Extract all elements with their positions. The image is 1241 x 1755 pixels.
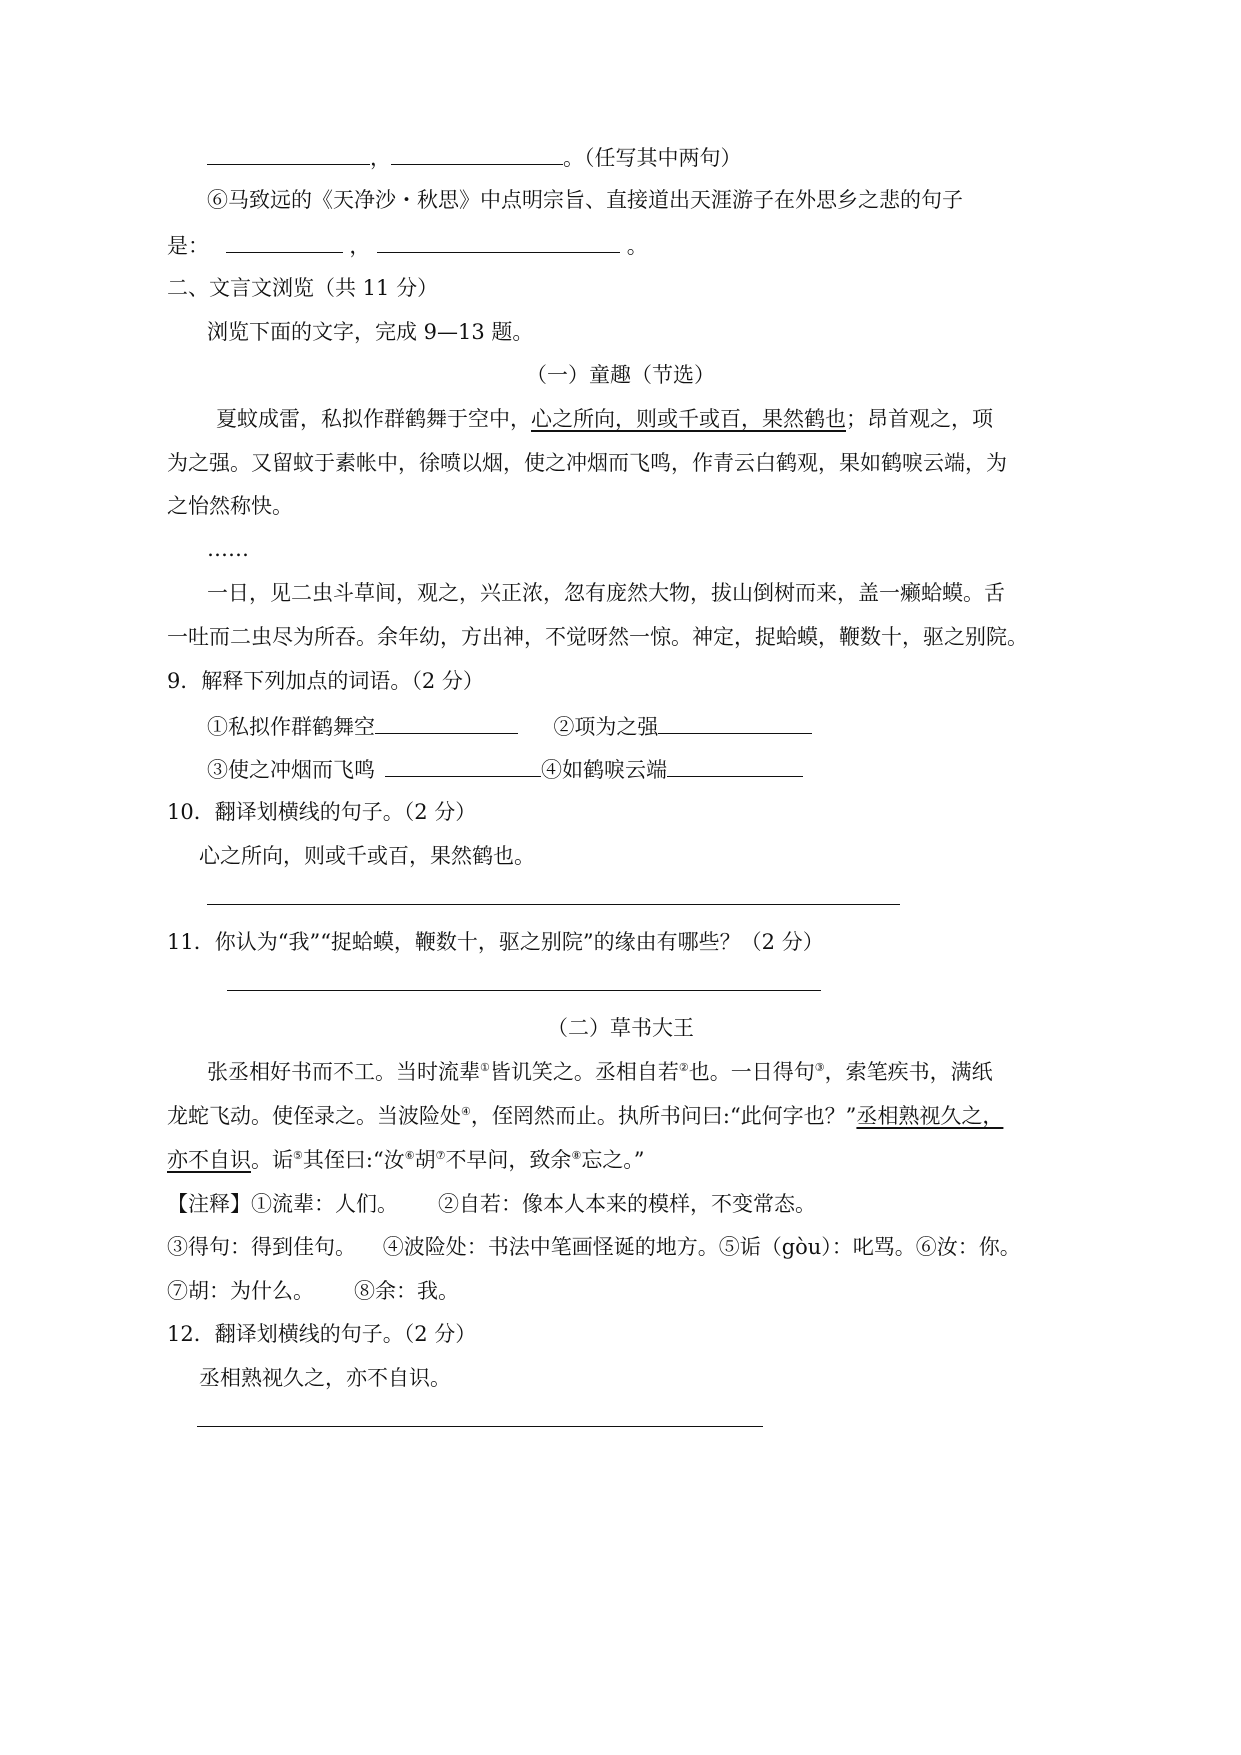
answer-line[interactable] (207, 904, 900, 905)
item-text: ④如鹤唳云端 (541, 758, 667, 782)
period: 。 (626, 234, 648, 258)
notes-line-1: 【注释】①流辈：人们。 ②自若：像本人本来的模样，不变常态。 (167, 1192, 817, 1216)
text: 其侄曰:“汝 (302, 1148, 405, 1172)
footnote-marker: ④ (461, 1105, 471, 1118)
passage-2-line-2 (167, 1102, 1003, 1130)
instruction: 浏览下面的文字，完成 9—13 题。 (207, 320, 534, 344)
answer-blank[interactable] (375, 711, 518, 734)
question-12-stem: 12．翻译划横线的句子。（2 分） (167, 1322, 477, 1346)
underlined-sentence: 亦不自识 (167, 1148, 251, 1172)
passage-1-title: （一）童趣（节选） (526, 363, 715, 387)
text: 忘之。” (581, 1148, 645, 1172)
passage-1-line-3: 之怡然称快。 (167, 494, 293, 518)
question-10-sentence: 心之所向，则或千或百，果然鹤也。 (199, 844, 535, 868)
answer-blank[interactable] (207, 142, 370, 165)
answer-line[interactable] (227, 990, 821, 991)
question-10-stem: 10．翻译划横线的句子。（2 分） (167, 800, 477, 824)
answer-blank[interactable] (658, 711, 812, 734)
answer-blank[interactable] (385, 754, 541, 777)
section-heading: 二、文言文浏览（共 11 分） (167, 276, 439, 300)
text: ，索笔疾书，满纸 (824, 1060, 993, 1084)
text: 。诟 (251, 1148, 293, 1172)
footnote-marker: ⑧ (571, 1149, 582, 1162)
question-9-stem: 9．解释下列加点的词语。（2 分） (167, 669, 484, 693)
notes-line-2: ③得句：得到佳句。 ④波险处：书法中笔画怪诞的地方。⑤诟（gòu）：叱骂。⑥汝：你。 (167, 1235, 1021, 1259)
footnote-marker: ① (480, 1061, 490, 1074)
ellipsis: …… (207, 537, 249, 561)
text: 不早问，致余 (445, 1148, 572, 1172)
passage-2-line-3 (167, 1146, 645, 1174)
comma: ， (370, 146, 391, 170)
text: 胡 (414, 1148, 436, 1172)
notes-line-3: ⑦胡：为什么。 ⑧余：我。 (167, 1279, 460, 1303)
passage-1-line-2: 为之强。又留蚊于素帐中，徐喷以烟，使之冲烟而飞鸣，作青云白鹤观，果如鹤唳云端，为 (167, 451, 1007, 475)
fill-line-1 (207, 142, 742, 172)
text: 张丞相好书而不工。当时流辈 (207, 1060, 480, 1084)
question-6-text: ⑥马致远的《天净沙・秋思》中点明宗旨、直接道出天涯游子在外思乡之悲的句子 (207, 188, 963, 212)
item-text: ③使之冲烟而飞鸣 (207, 758, 375, 782)
answer-blank[interactable] (667, 754, 803, 777)
footnote-marker: ③ (814, 1061, 825, 1074)
text: 夏蚊成雷，私拟作群鹤舞于空中， (216, 407, 531, 431)
footnote-marker: ② (678, 1061, 689, 1074)
answer-blank[interactable] (377, 230, 620, 253)
underlined-sentence: 丞相熟视久之， (856, 1104, 1004, 1128)
passage-2-title: （二）草书大王 (547, 1016, 694, 1040)
line-end-text: 。（任写其中两句） (563, 146, 742, 170)
passage-1-line-4: 一日，见二虫斗草间，观之，兴正浓，忽有庞然大物，拔山倒树而来，盖一癞蛤蟆。舌 (207, 581, 1005, 605)
text: ；昂首观之，项 (846, 407, 993, 431)
question-9-row-2 (207, 754, 803, 784)
comma: ， (349, 234, 371, 258)
answer-blank[interactable] (226, 230, 343, 253)
footnote-marker: ⑦ (435, 1149, 446, 1162)
item-text: ②项为之强 (553, 715, 659, 739)
question-6-answer-line (167, 230, 648, 260)
question-9-row-1 (207, 711, 812, 741)
question-12-sentence: 丞相熟视久之，亦不自识。 (199, 1366, 451, 1390)
item-text: ①私拟作群鹤舞空 (207, 715, 375, 739)
passage-1-line-1 (216, 405, 993, 433)
text: 龙蛇飞动。使侄录之。当波险处 (167, 1104, 461, 1128)
underlined-sentence: 心之所向，则或千或百，果然鹤也 (531, 407, 846, 431)
passage-1-line-5: 一吐而二虫尽为所吞。余年幼，方出神，不觉呀然一惊。神定，捉蛤蟆，鞭数十，驱之别院。 (167, 625, 1028, 649)
text: 皆讥笑之。丞相自若 (489, 1060, 679, 1084)
answer-blank[interactable] (391, 142, 563, 165)
answer-line[interactable] (197, 1426, 763, 1427)
passage-2-line-1 (207, 1058, 993, 1086)
footnote-marker: ⑤ (293, 1149, 303, 1162)
footnote-marker: ⑥ (404, 1149, 415, 1162)
answer-prefix: 是： (167, 234, 209, 258)
text: 也。一日得句 (688, 1060, 815, 1084)
text: ，侄罔然而止。执所书问曰:“此何字也？” (470, 1104, 857, 1128)
question-11-stem: 11．你认为“我”“捉蛤蟆，鞭数十，驱之别院”的缘由有哪些？（2 分） (167, 930, 824, 954)
